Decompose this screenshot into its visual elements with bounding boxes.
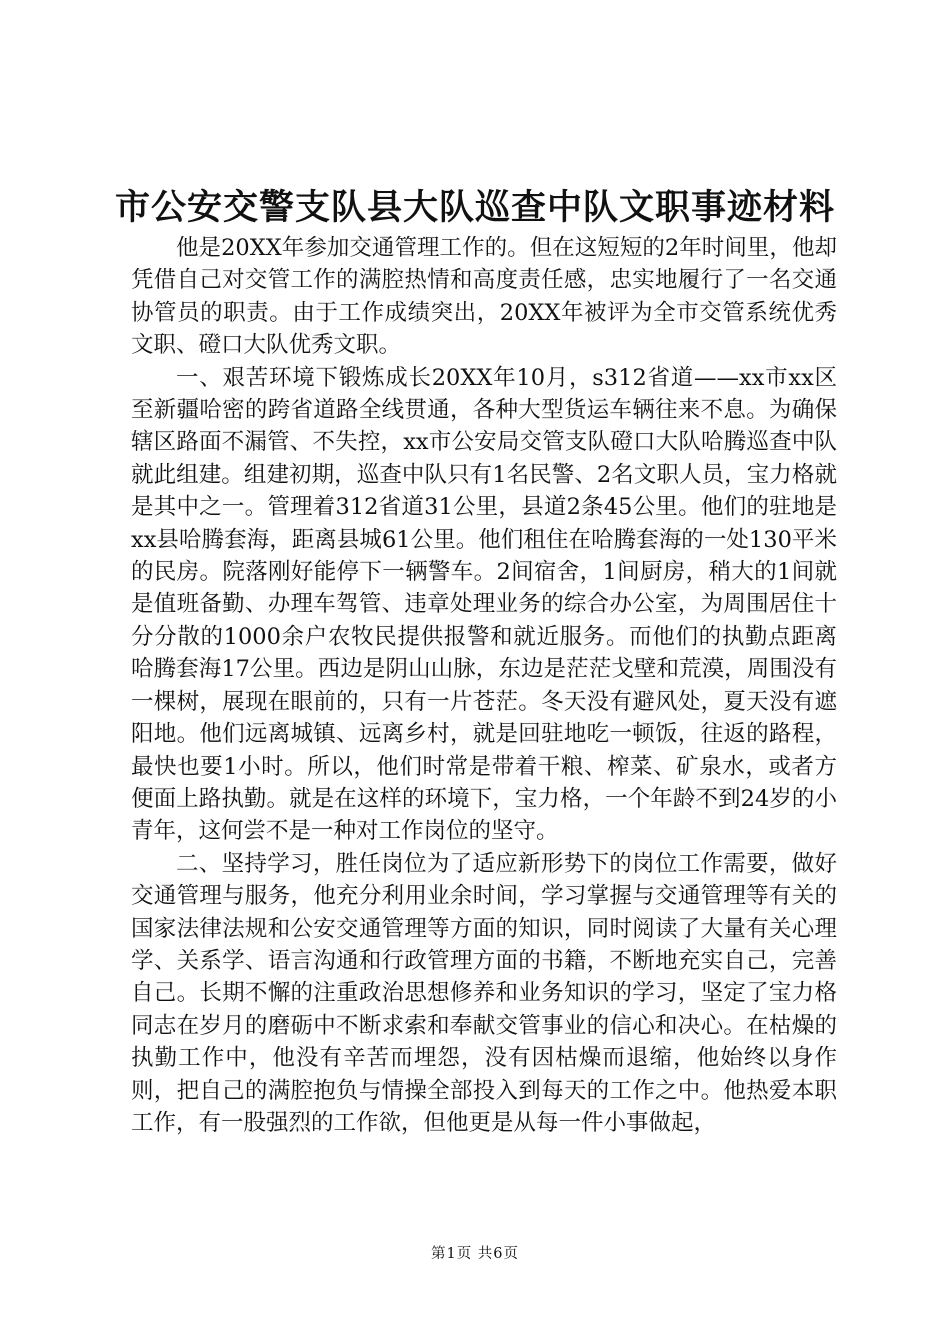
paragraph-intro: 他是20XX年参加交通管理工作的。但在这短短的2年时间里，他却凭借自己对交管工作的满腔热情和高度责任感，忠实地履行了一名交通协管员的职责。由于工作成绩突出，20XX年被评为全市交管系统优秀文职、磴口大队优秀文职。 bbox=[131, 235, 837, 359]
page-number-footer: 第1页 共6页 bbox=[430, 1246, 520, 1262]
document-body bbox=[131, 232, 837, 1139]
document-title: 市公安交警支队县大队巡查中队文职事迹材料 bbox=[114, 187, 835, 228]
paragraph-section-two: 二、坚持学习，胜任岗位为了适应新形势下的岗位工作需要，做好交通管理与服务，他充分利用业余时间，学习掌握与交通管理等有关的国家法律法规和公安交通管理等方面的知识，同时阅读了大量有关心理学、关系学、语言沟通和行政管理方面的书籍，不断地充实自己，完善自己。长期不懈的注重政治思想修养和业务知识的学习，坚定了宝力格同志在岁月的磨砺中不断求索和奉献交管事业的信心和决心。在枯燥的执勤工作中，他没有辛苦而埋怨，没有因枯燥而退缩，他始终以身作则，把自己的满腔抱负与情操全部投入到每天的工作之中。他热爱本职工作，有一股强烈的工作欲，但他更是从每一件小事做起， bbox=[131, 850, 837, 1136]
paragraph-section-one: 一、艰苦环境下锻炼成长20XX年10月，s312省道——xx市xx区至新疆哈密的跨省道路全线贯通，各种大型货运车辆往来不息。为确保辖区路面不漏管、不失控，xx市公安局交管支队磴口大队哈腾巡查中队就此组建。组建初期，巡查中队只有1名民警、2名文职人员，宝力格就是其中之一。管理着312省道31公里，县道2条45公里。他们的驻地是xx县哈腾套海，距离县城61公里。他们租住在哈腾套海的一处130平米的民房。院落刚好能停下一辆警车。2间宿舍，1间厨房，稍大的1间就是值班备勤、办理车驾管、违章处理业务的综合办公室，为周围居住十分分散的1000余户农牧民提供报警和就近服务。而他们的执勤点距离哈腾套海17公里。西边是阴山山脉，东边是茫茫戈壁和荒漠，周围没有一棵树，展现在眼前的，只有一片苍茫。冬天没有避风处，夏天没有遮阳地。他们远离城镇、远离乡村，就是回驻地吃一顿饭，往返的路程，最快也要1小时。所以，他们时常是带着干粮、榨菜、矿泉水，或者方便面上路执勤。就是在这样的环境下，宝力格，一个年龄不到24岁的小青年，这何尝不是一种对工作岗位的坚守。 bbox=[131, 364, 837, 845]
